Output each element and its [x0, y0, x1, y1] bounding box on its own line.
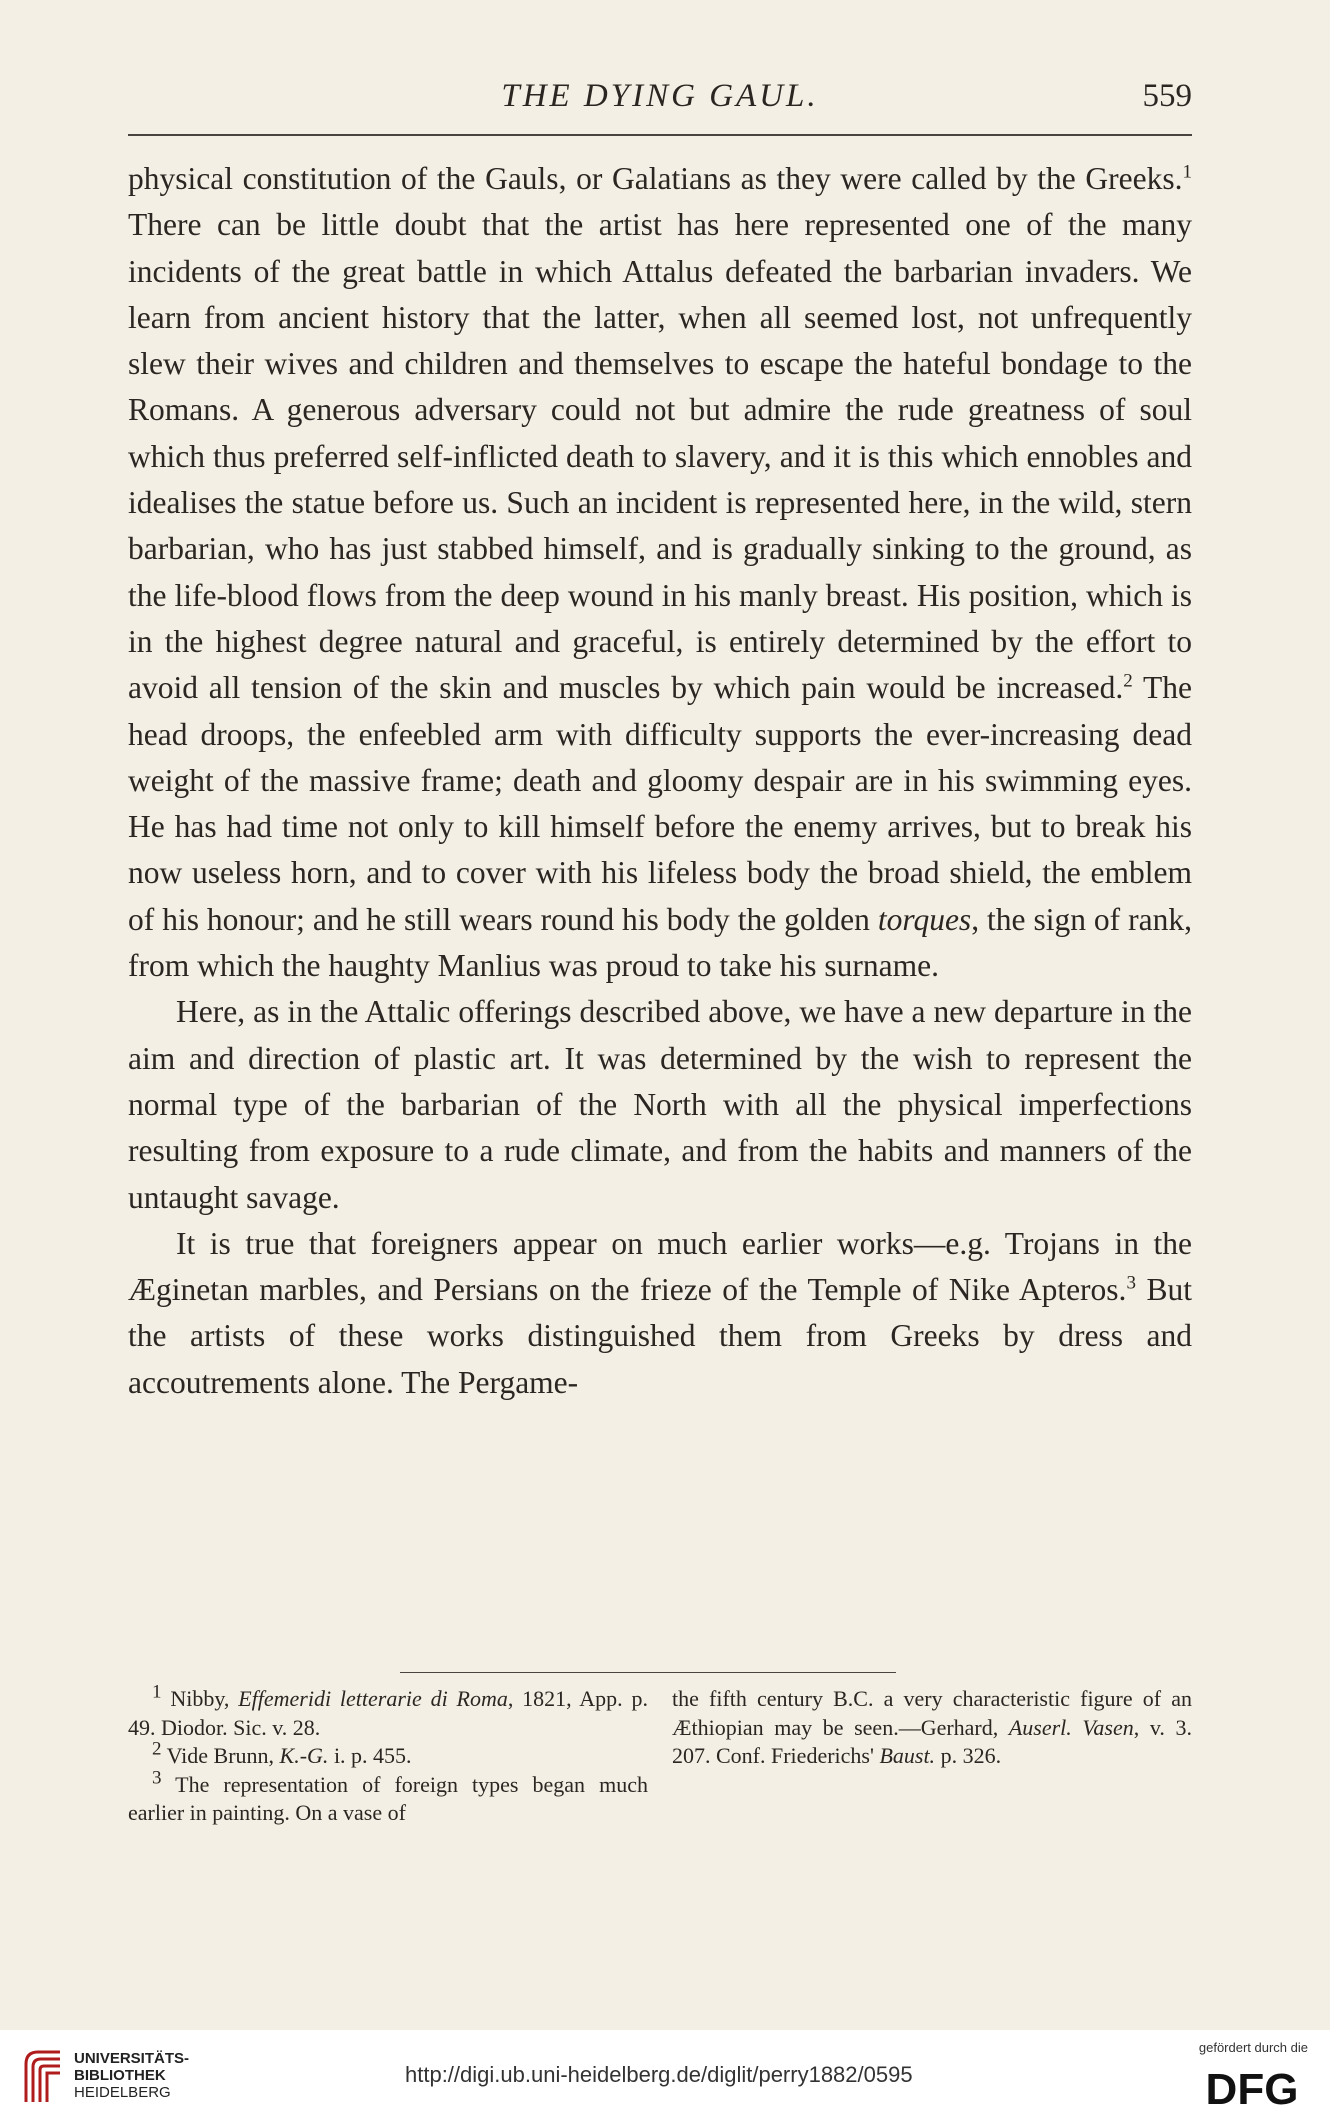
footnote — [128, 1738, 648, 1771]
footnote-marker: 3 — [1126, 1272, 1136, 1294]
digitization-footer — [0, 2030, 1330, 2124]
italic-text: Effemeridi letterarie di Roma — [238, 1686, 508, 1711]
header-rule — [128, 134, 1192, 136]
funded-by-label: gefördert durch die — [1198, 2040, 1308, 2055]
footnotes-left-column — [128, 1681, 648, 1828]
text-run: , v. 3. 207. Conf. Friederichs' — [672, 1714, 1193, 1768]
footnote-marker: 3 — [152, 1767, 162, 1789]
text-run: The head droops, the enfeebled arm with difficulty supports the ever-increasing dead weight of the massive frame; death and gloomy despair are in his swimming eyes. He has had time not only to kill himself before the enemy arrives, but to break his now useless horn, and to cover with his lifeless body the broad shield, the emblem of his honour; and he still wears round his body the golden — [128, 670, 1193, 937]
footnotes-right-column — [672, 1685, 1192, 1771]
text-run: i. p. 455. — [328, 1743, 412, 1768]
library-name-line: UNIVERSITÄTS- — [74, 2050, 190, 2067]
italic-text: Auserl. Vasen — [1008, 1714, 1134, 1740]
footnote — [128, 1767, 648, 1828]
running-title: THE DYING GAUL. — [501, 78, 819, 114]
footnote-marker: 1 — [152, 1681, 162, 1703]
footnote-rule — [400, 1672, 896, 1673]
footnote-marker: 1 — [1182, 161, 1192, 183]
text-run: physical constitution of the Gauls, or Galatians as they were called by the Greeks. — [128, 161, 1183, 196]
text-run: , 1821, App. p. 49. Diodor. Sic. v. 28. — [128, 1686, 648, 1740]
text-run: Here, as in the Attalic offerings described above, we have a new departure in the aim and direction of plastic art. It was determined by the wish to represent the normal type of the barbarian of the North with all the physical imperfections resulting from exposure to a rude climate, and from the habits and manners of the untaught savage. — [128, 994, 1192, 1215]
footnote — [128, 1681, 648, 1742]
text-run: There can be little doubt that the artist has here represented one of the many incidents of the great battle in which Attalus defeated the barbarian invaders. We learn from ancient history that the latter, when all seemed lost, not unfrequently slew their wives and children and themselves to escape the hateful bondage to the Romans. A generous adversary could not but admire the rude greatness of soul which thus preferred self-inflicted death to slavery, and it is this which ennobles and idealises the statue before us. Such an incident is represented here, in the wild, stern barbarian, who has just stabbed himself, and is gradually sinking to the ground, as the life-blood flows from the deep wound in his manly breast. His position, which is in the highest degree natural and graceful, is entirely determined by the effort to avoid all tension of the skin and muscles by which pain would be increased. — [128, 207, 1192, 706]
library-name-line: BIBLIOTHEK — [74, 2067, 166, 2084]
source-url[interactable]: http://digi.ub.uni-heidelberg.de/diglit/perry1882/0595 — [405, 2062, 913, 2087]
text-run: It is true that foreigners appear on much earlier works—e.g. Trojans in the Æginetan marbles, and Persians on the frieze of the Temple of Nike Apteros. — [128, 1225, 1192, 1308]
dfg-logo-text: DFG — [1205, 2065, 1299, 2110]
text-run: Vide Brunn, — [161, 1743, 280, 1768]
italic-text: torques — [877, 901, 972, 937]
text-run: , the sign of rank, from which the haughty Manlius was proud to take his surname. — [128, 901, 1192, 984]
text-run: But the artists of these works distinguished them from Greeks by dress and accoutrements alone. The Pergame- — [128, 1272, 1192, 1400]
footnote-marker: 2 — [152, 1738, 162, 1760]
text-run: p. 326. — [935, 1743, 1002, 1768]
library-name-line: HEIDELBERG — [74, 2084, 171, 2101]
footnote-marker: 2 — [1123, 670, 1133, 692]
paragraph — [128, 1221, 1192, 1406]
page-header — [128, 78, 1192, 128]
text-run: the fifth century B.C. a very characteristic figure of an Æthiopian may be seen.—Gerhard, — [672, 1686, 1192, 1740]
paragraph — [128, 156, 1192, 989]
footnote-continuation — [672, 1685, 1192, 1771]
text-run: Nibby, — [161, 1686, 239, 1711]
dfg-logo-icon — [1194, 2064, 1310, 2110]
paragraph — [128, 989, 1192, 1220]
italic-text: K.-G. — [279, 1743, 329, 1768]
text-run: The representation of foreign types began much earlier in painting. On a vase of — [128, 1771, 648, 1825]
page-number: 559 — [1142, 78, 1192, 114]
library-logo-icon — [20, 2046, 66, 2108]
library-name — [74, 2050, 189, 2101]
italic-text: Baust. — [879, 1743, 936, 1768]
body-text — [128, 156, 1192, 1406]
